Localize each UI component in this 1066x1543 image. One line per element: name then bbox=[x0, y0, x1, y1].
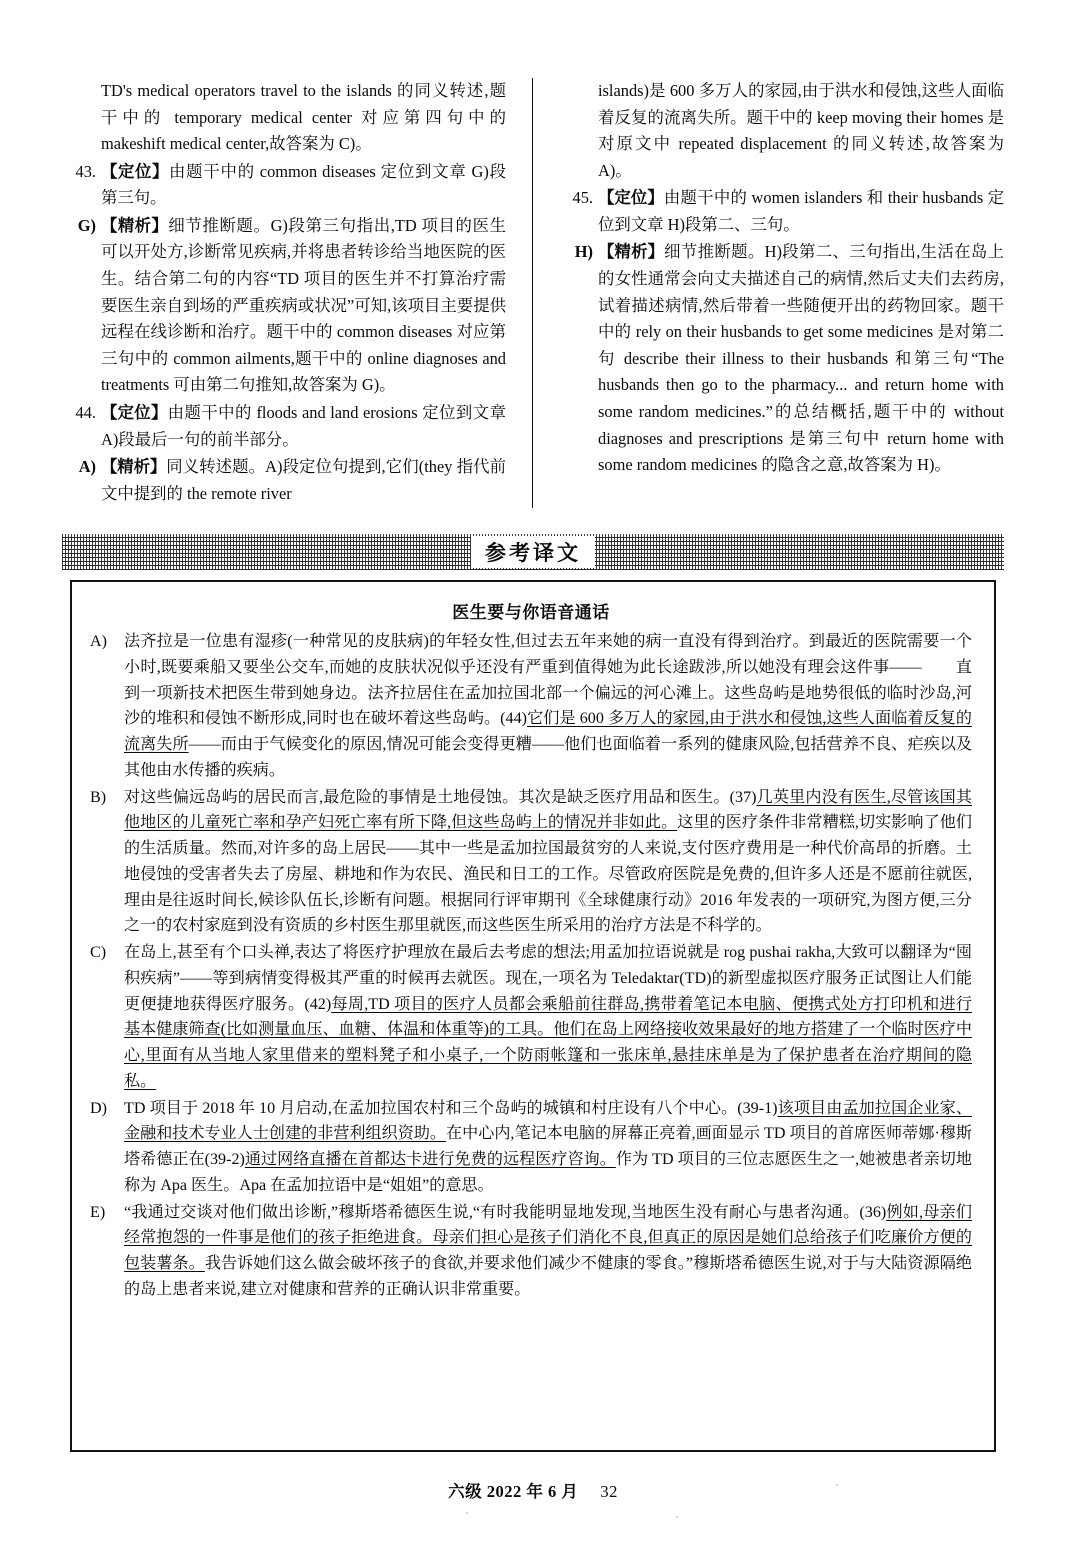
underlined-segment: 每周,TD 项目的医疗人员都会乘船前往群岛,携带着笔记本电脑、便携式处方打印机和进行基本健康筛查(比如测量血压、血糖、体温和体重等)的工具。 bbox=[124, 995, 973, 1039]
analysis-entry bbox=[62, 78, 506, 158]
entry-body bbox=[598, 239, 1004, 478]
entry-tag: 【定位】 bbox=[598, 188, 664, 208]
entry-body bbox=[101, 213, 506, 399]
translation-paragraph-text bbox=[124, 1200, 972, 1303]
footer-page-number: 32 bbox=[600, 1482, 618, 1501]
entry-body bbox=[101, 400, 506, 453]
analysis-entry-h bbox=[559, 239, 1004, 478]
analysis-entry-43 bbox=[62, 159, 506, 212]
text-segment: 这里的医疗条件非常糟糕,切实影响了他们的生活质量。然而,对许多的岛上居民——其中一些是孟加拉国最贫穷的人来说,支付医疗费用是一种代价高昂的折磨。土地侵蚀的受害者失去了房屋、耕地和作为农民、渔民和日工的工作。尽管政府医院是免费的,但许多人还是不愿前往就医,理由是往返时间长,候诊队伍长,诊断有问题。根据同行评审期刊《全球健康行动》2016 年发表的一项研究,为图方便,三分之一的农村家庭到没有资质的乡村医生那里就医,而这些医生所采用的治疗方法是不科学的。 bbox=[124, 814, 972, 935]
entry-body bbox=[598, 185, 1004, 238]
entry-text: 由题干中的 women islanders 和 their husbands 定位到文章 H)段第二、三句。 bbox=[598, 188, 1004, 234]
translation-paragraph-text bbox=[124, 1096, 972, 1199]
translation-paragraph-marker: C) bbox=[90, 944, 107, 961]
text-segment: 直到一项新技术把医生带到她身边。法齐拉居住在孟加拉国北部一个偏远的河心滩上。这些岛屿是地势很低的临时沙岛,河沙的堆积和侵蚀不断形成,同时也在破坏着这些岛屿。(44) bbox=[124, 658, 973, 728]
entry-marker: H) bbox=[574, 242, 593, 262]
underlined-segment: 几英里内没有医生,尽管该国其他地区的儿童死亡率和孕产妇死亡率有所下降,但这些岛屿上的情况并非如此。 bbox=[124, 788, 972, 832]
translation-paragraph bbox=[90, 940, 972, 1095]
translation-paragraph bbox=[90, 1200, 972, 1303]
scan-speck bbox=[466, 1512, 468, 1514]
text-segment: 对这些偏远岛屿的居民而言,最危险的事情是土地侵蚀。其次是缺乏医疗用品和医生。(37) bbox=[124, 788, 757, 806]
entry-text: 细节推断题。G)段第三句指出,TD 项目的医生可以开处方,诊断常见疾病,并将患者转诊给当地医院的医生。结合第二句的内容“TD 项目的医生并不打算治疗需要医生亲自到场的严重疾病或状况”可知,该项目主要提供远程在线诊断和治疗。题干中的 common diseases 对应第三句中的 common ailments,题干中的 online diagnoses and treatments 可由第二句推知,故答案为 G)。 bbox=[101, 215, 506, 395]
page-footer bbox=[0, 1478, 1066, 1502]
text-segment: ——而由于气候变化的原因,情况可能会变得更糟——他们也面临着一系列的健康风险,包括营养不良、疟疾以及其他由水传播的疾病。 bbox=[124, 736, 973, 779]
entry-text: 由题干中的 common diseases 定位到文章 G)段第三句。 bbox=[101, 161, 506, 208]
translation-paragraph-marker: A) bbox=[90, 633, 107, 650]
analysis-entry-45 bbox=[559, 185, 1004, 238]
translation-paragraph-marker: D) bbox=[90, 1099, 107, 1117]
section-banner-label: 参考译文 bbox=[471, 536, 595, 568]
analysis-entry-a bbox=[62, 454, 506, 507]
translation-paragraph-list bbox=[90, 629, 972, 1303]
scan-speck bbox=[676, 1516, 678, 1518]
entry-body bbox=[101, 159, 506, 212]
entry-tag: 【定位】 bbox=[101, 161, 169, 181]
entry-tag: 【精析】 bbox=[101, 457, 167, 477]
entry-text: 同义转述题。A)段定位句提到,它们(they 指代前文中提到的 the remote river bbox=[101, 457, 506, 503]
text-segment: TD 项目于 2018 年 10 月启动,在孟加拉国农村和三个岛屿的城镇和村庄设有八个中心。(39-1) bbox=[124, 1099, 778, 1117]
translation-paragraph bbox=[90, 785, 972, 940]
translation-paragraph-marker: E) bbox=[90, 1203, 106, 1221]
answer-analysis-section bbox=[62, 78, 1004, 508]
text-segment: 作为 TD 项目的三位志愿医生之一,她被患者亲切地称为 Apa 医生。Apa 在孟加拉语中是“姐姐”的意思。 bbox=[124, 1151, 972, 1194]
footer-exam-label: 六级 2022 年 6 月 bbox=[448, 1482, 579, 1501]
section-banner bbox=[62, 534, 1004, 570]
text-segment: —— bbox=[889, 658, 922, 676]
text-segment: 法齐拉是一位患有湿疹(一种常见的皮肤病)的年轻女性,但过去五年来她的病一直没有得到治疗。到最近的医院需要一个小时,既要乘船又要坐公交车,而她的皮肤状况似乎还没有严重到值得她为此长途跋涉,所以她没有理会这件事 bbox=[124, 633, 972, 676]
translation-paragraph bbox=[90, 1096, 972, 1199]
underlined-segment: 它们是 600 多万人的家园,由于洪水和侵蚀,这些人面临着反复的流离失所 bbox=[124, 710, 972, 753]
entry-body bbox=[101, 454, 506, 507]
entry-text: 由题干中的 floods and land erosions 定位到文章 A)段最后一句的前半部分。 bbox=[101, 402, 507, 449]
translation-paragraph-text bbox=[124, 629, 972, 784]
analysis-entry bbox=[559, 78, 1004, 184]
entry-marker: 43. bbox=[75, 161, 96, 181]
text-segment: “我通过交谈对他们做出诊断,”穆斯塔希德医生说,“有时我能明显地发现,当地医生没有耐心与患者沟通。(36) bbox=[124, 1203, 887, 1221]
entry-tag: 【定位】 bbox=[101, 402, 168, 422]
entry-text: 细节推断题。H)段第二、三句指出,生活在岛上的女性通常会向丈夫描述自己的病情,然后丈夫们去药房,试着描述病情,然后带着一些随便开出的药物回家。题干中的 rely on their husbands to get some medicines 是对第二句 describe their illness to their husbands 和第三句“The husbands then go to the pharmacy... and return home with some random medicines.”的总结概括,题干中的 without diagnoses and prescriptions 是第三句中 return home with some random medicines 的隐含之意,故答案为 H)。 bbox=[598, 242, 1004, 475]
text-segment: 我告诉她们这么做会破坏孩子的食欲,并要求他们减少不健康的零食。”穆斯塔希德医生说,对于与大陆资源隔绝的岛上患者来说,建立对健康和营养的正确认识非常重要。 bbox=[124, 1255, 973, 1298]
underlined-segment: 他们在岛上网络接收效果最好的地方搭建了一个临时医疗中心,里面有从当地人家里借来的塑料凳子和小桌子,一个防雨帐篷和一张床单,悬挂床单是为了保护患者在治疗期间的隐私。 bbox=[124, 1021, 973, 1090]
scan-speck bbox=[836, 1484, 838, 1486]
answer-column-right bbox=[533, 78, 1004, 508]
entry-marker: 44. bbox=[75, 402, 96, 422]
translation-paragraph bbox=[90, 629, 972, 784]
text-segment: 在岛上,甚至有个口头禅,表达了将医疗护理放在最后去考虑的想法;用孟加拉语说就是 rog pushai rakha,大致可以翻译为“囤积疾病”——等到病情变得极其严重的时候再去就医。现在,一项名为 Teledaktar(TD)的新型虚拟医疗服务正试图让人们能更便捷地获得医疗服务。(42) bbox=[124, 944, 972, 1013]
translation-title: 医生要与你语音通话 bbox=[452, 603, 610, 623]
underlined-segment: 例如,母亲们经常抱怨的一件事是他们的孩子拒绝进食。母亲们担心是孩子们消化不良,但真正的原因是她们总给孩子们吃廉价方便的包装薯条。 bbox=[124, 1203, 973, 1272]
entry-body: islands)是 600 多万人的家园,由于洪水和侵蚀,这些人面临着反复的流离失所。题干中的 keep moving their homes 是对原文中 repeated displacement 的同义转述,故答案为 A)。 bbox=[598, 81, 1004, 180]
entry-marker: G) bbox=[77, 215, 96, 235]
analysis-entry-g bbox=[62, 213, 506, 399]
entry-marker: 45. bbox=[572, 188, 593, 208]
entry-body: TD's medical operators travel to the islands 的同义转述,题干中的 temporary medical center 对应第四句中的 makeshift medical center,故答案为 C)。 bbox=[101, 81, 506, 154]
underlined-segment: 该项目由孟加拉国企业家、金融和技术专业人士创建的非营利组织资助。 bbox=[124, 1099, 973, 1143]
translation-paragraph-text bbox=[124, 940, 972, 1095]
underlined-segment: 通过网络直播在首都达卡进行免费的远程医疗咨询。 bbox=[244, 1151, 616, 1168]
translation-paragraph-marker: B) bbox=[90, 788, 107, 806]
analysis-entry-44 bbox=[62, 400, 506, 453]
entry-tag: 【精析】 bbox=[101, 215, 169, 235]
entry-tag: 【精析】 bbox=[598, 242, 665, 262]
translation-box bbox=[70, 580, 996, 1452]
translation-paragraph-text bbox=[124, 785, 972, 940]
answer-column-left bbox=[62, 78, 533, 508]
text-segment: 在中心内,笔记本电脑的屏幕正亮着,画面显示 TD 项目的首席医师蒂娜·穆斯塔希德正在(39-2) bbox=[124, 1125, 973, 1168]
entry-marker: A) bbox=[78, 457, 96, 477]
